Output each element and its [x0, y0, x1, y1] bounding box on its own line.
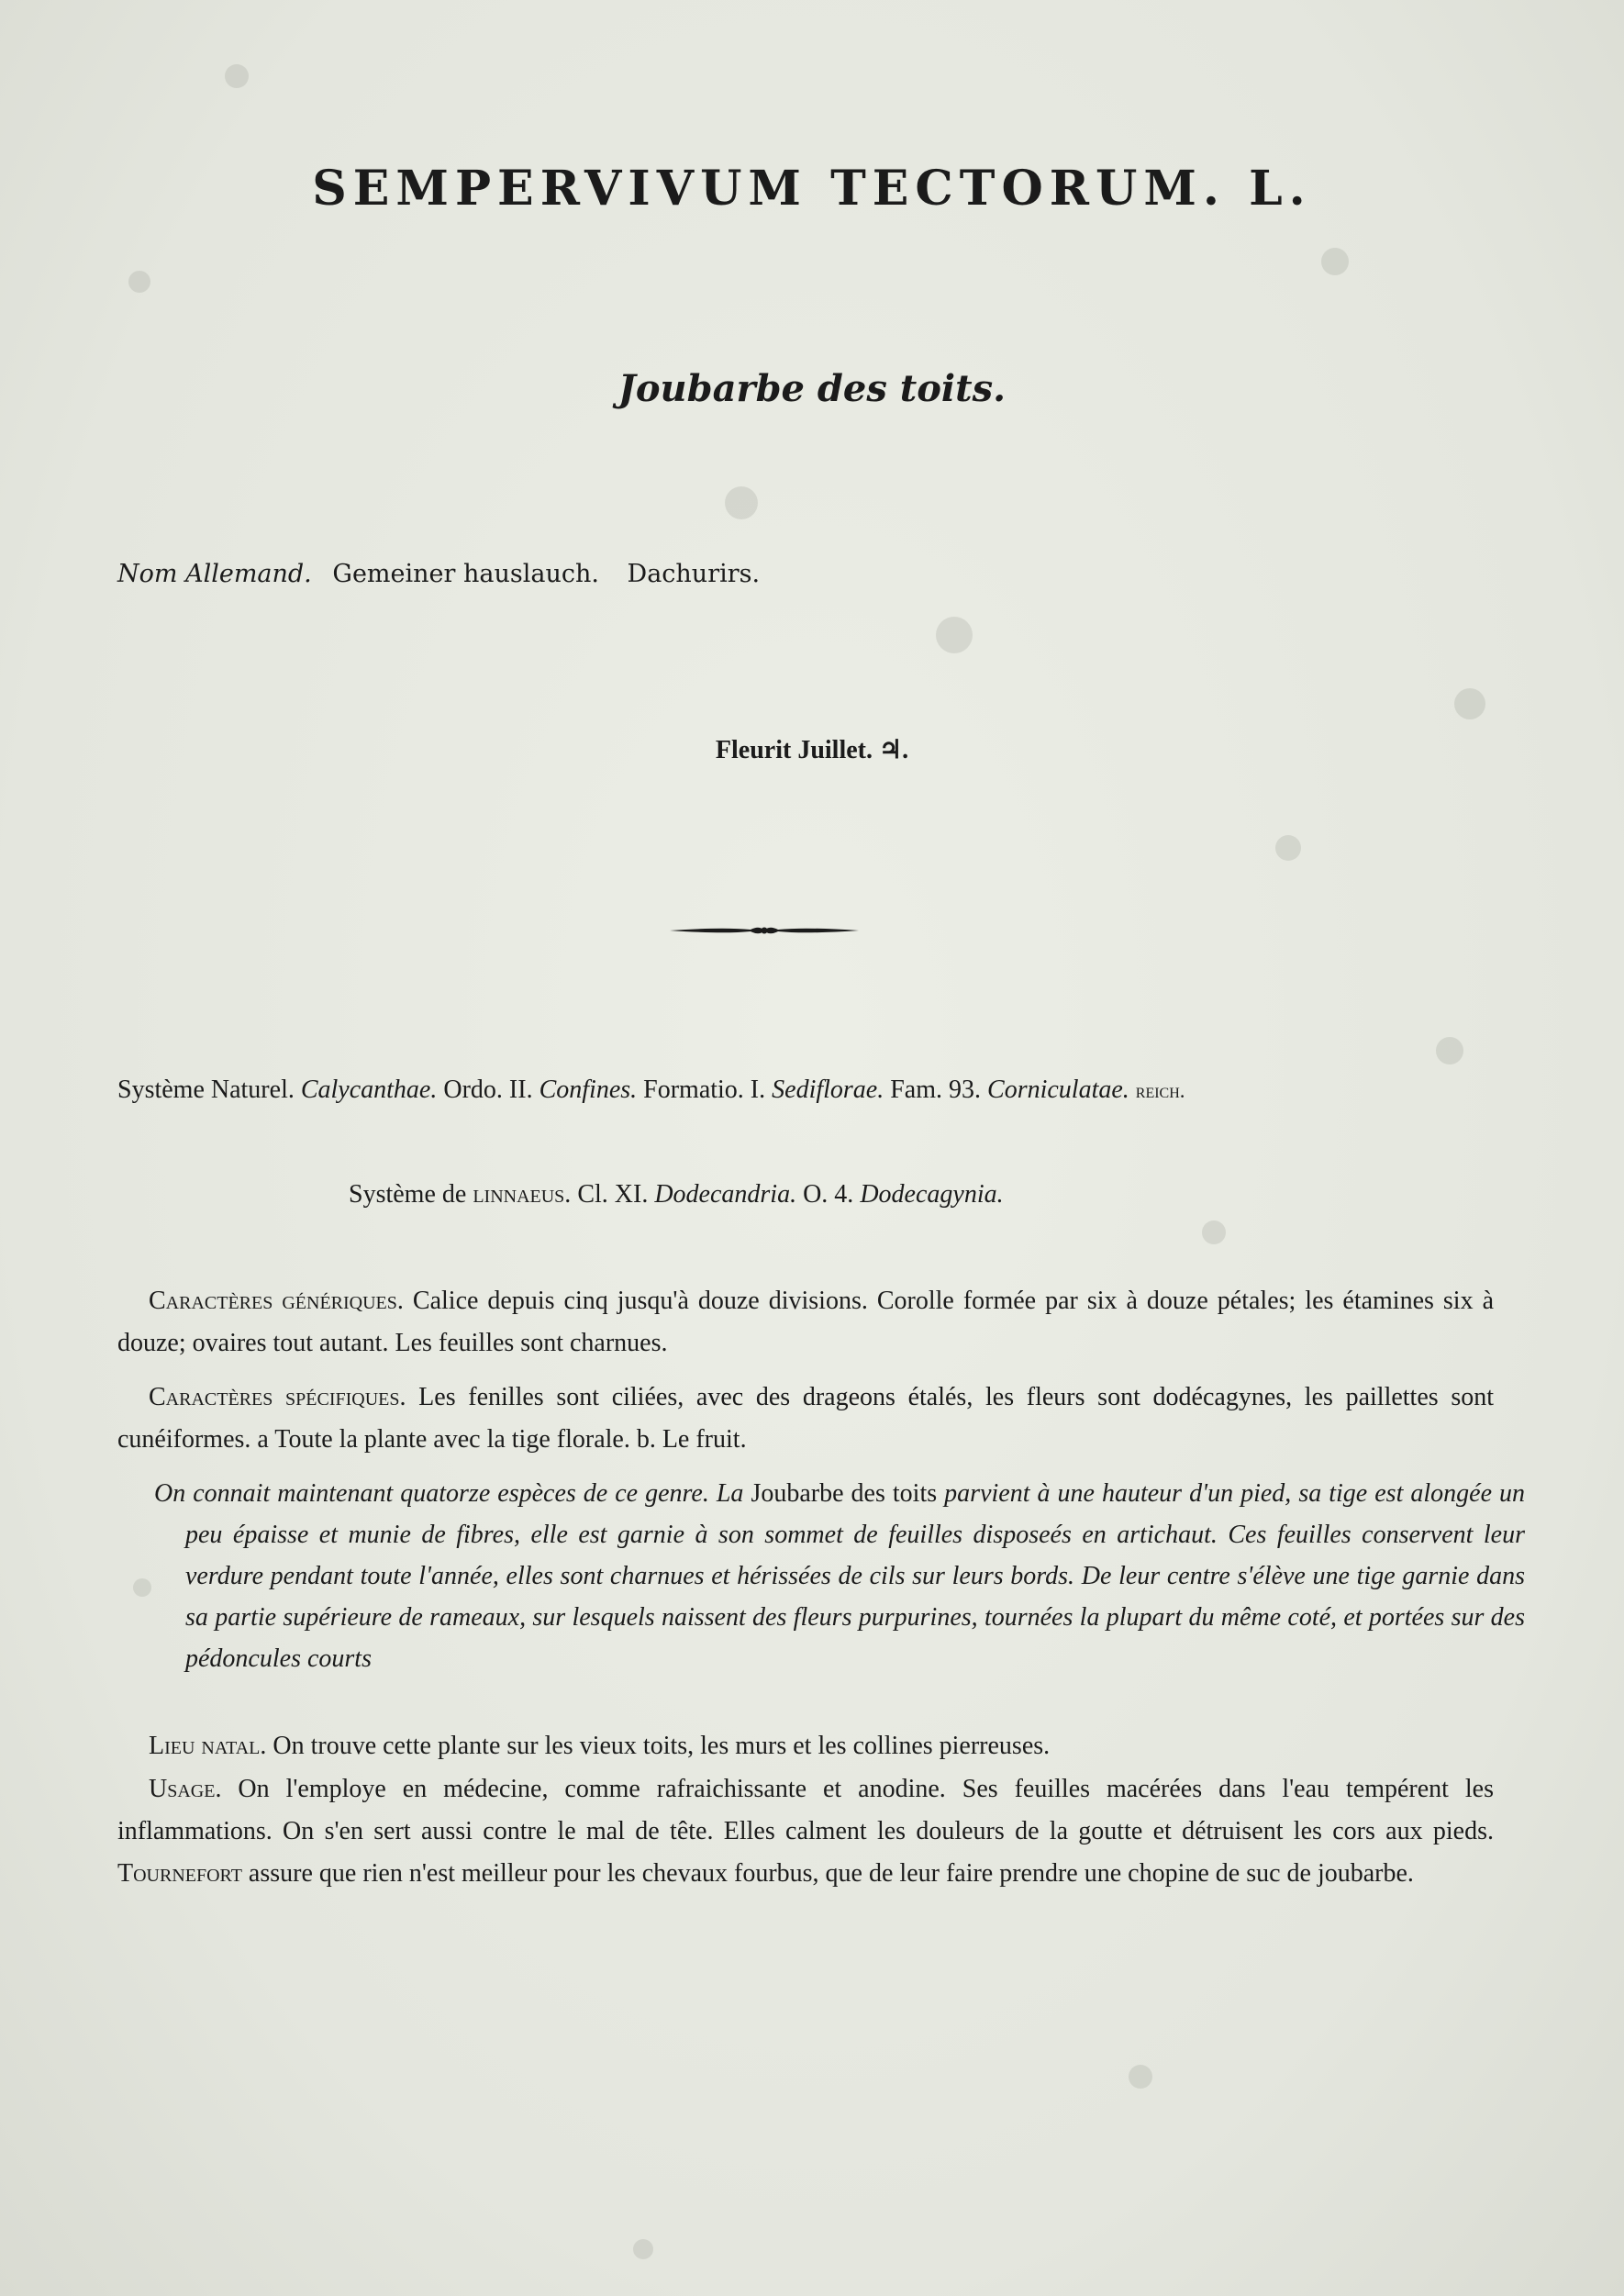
- description-paragraph: [149, 1473, 1525, 1679]
- linnaeus-name: linnaeus.: [473, 1180, 572, 1209]
- confines: Confines.: [539, 1076, 638, 1104]
- flowering-line: Fleurit Juillet. ♃.: [715, 736, 909, 764]
- german-name-value: Gemeiner hauslauch.: [332, 560, 599, 588]
- foxing-spot: [936, 617, 973, 653]
- german-name-line: [117, 560, 760, 588]
- systeme-linnaeus-label: Système de: [349, 1180, 467, 1209]
- foxing-spot: [633, 2239, 653, 2259]
- specific-characters-label: Caractères spécifiques.: [149, 1383, 406, 1411]
- linnaeus-order: O. 4.: [803, 1180, 854, 1209]
- class-name: Calycanthae.: [300, 1076, 438, 1104]
- description-part-1: On connait maintenant quatorze espèces de ce genre. La: [154, 1479, 744, 1508]
- foxing-spot: [225, 64, 249, 88]
- usage-label: Usage.: [149, 1775, 222, 1803]
- habitat-paragraph: [117, 1725, 1494, 1767]
- foxing-spot: [725, 486, 758, 519]
- habitat-label: Lieu natal.: [149, 1732, 267, 1760]
- specific-characters-text: Les fenilles sont ciliées, avec des drageons étalés, les fleurs sont dodécagynes, les paillettes sont cunéiformes. a Toute la plante avec la tige florale. b. Le fruit.: [117, 1383, 1495, 1454]
- foxing-spot: [128, 271, 150, 293]
- dodecandria: Dodecandria.: [654, 1180, 797, 1209]
- foxing-spot: [1129, 2065, 1152, 2089]
- systeme-naturel-label: Système Naturel.: [117, 1076, 295, 1104]
- generic-characters-text: Calice depuis cinq jusqu'à douze divisions. Corolle formée par six à douze pétales; les étamines six à douze; ovaires tout autant. Les feuilles sont charnues.: [117, 1287, 1495, 1357]
- german-name-value-2: Dachurirs.: [627, 560, 761, 588]
- systeme-linnaeus-line: [349, 1180, 1004, 1209]
- german-name-label: Nom Allemand.: [117, 560, 312, 588]
- ornament-divider: [668, 921, 861, 940]
- foxing-spot: [1275, 835, 1301, 861]
- author-reich: reich.: [1135, 1079, 1185, 1102]
- ordo: Ordo. II.: [443, 1076, 533, 1104]
- sediflorae: Sediflorae.: [772, 1076, 884, 1104]
- page-title: SEMPERVIVUM TECTORUM. L.: [312, 161, 1312, 217]
- habitat-text: On trouve cette plante sur les vieux toits, les murs et les collines pierreuses.: [273, 1732, 1051, 1760]
- usage-text-1: On l'employe en médecine, comme rafraichissante et anodine. Ses feuilles macérées dans l'eau tempérent les inflammations. On s'en sert aussi contre le mal de tête. Elles calment les douleurs de la goutte et détruisent les cors aux pieds.: [117, 1775, 1495, 1845]
- corniculatae: Corniculatae.: [987, 1076, 1129, 1104]
- generic-characters-label: Caractères génériques.: [149, 1287, 404, 1315]
- systeme-naturel-line: [117, 1076, 1185, 1105]
- linnaeus-class: Cl. XI.: [577, 1180, 649, 1209]
- generic-characters-paragraph: [117, 1280, 1494, 1365]
- tournefort-name: Tournefort: [117, 1859, 242, 1888]
- foxing-spot: [1202, 1220, 1226, 1244]
- family-number: Fam. 93.: [890, 1076, 982, 1104]
- foxing-spot: [1436, 1037, 1463, 1064]
- dodecagynia: Dodecagynia.: [860, 1180, 1004, 1209]
- description-part-2: Joubarbe des toits: [751, 1479, 938, 1508]
- usage-paragraph: [117, 1768, 1494, 1895]
- usage-text-2: assure que rien n'est meilleur pour les chevaux fourbus, que de leur faire prendre une chopine de suc de joubarbe.: [248, 1859, 1414, 1888]
- specific-characters-paragraph: [117, 1376, 1494, 1461]
- foxing-spot: [1454, 688, 1485, 719]
- page-subtitle: Joubarbe des toits.: [617, 367, 1007, 410]
- formatio: Formatio. I.: [643, 1076, 766, 1104]
- description-part-3: parvient à une hauteur d'un pied, sa tige est alongée un peu épaisse et munie de fibres, elle est garnie à son sommet de feuilles disposeés en artichaut. Ces feuilles conservent leur verdure pendant toute l'année, elles sont charnues et hérissées de cils sur leurs bords. De leur centre s'élève une tige garnie dans sa partie supérieure de rameaux, sur lesquels naissent des fleurs purpurines, tournées la plupart du même coté, et portées sur des pédoncules courts: [185, 1479, 1526, 1673]
- foxing-spot: [1321, 248, 1349, 275]
